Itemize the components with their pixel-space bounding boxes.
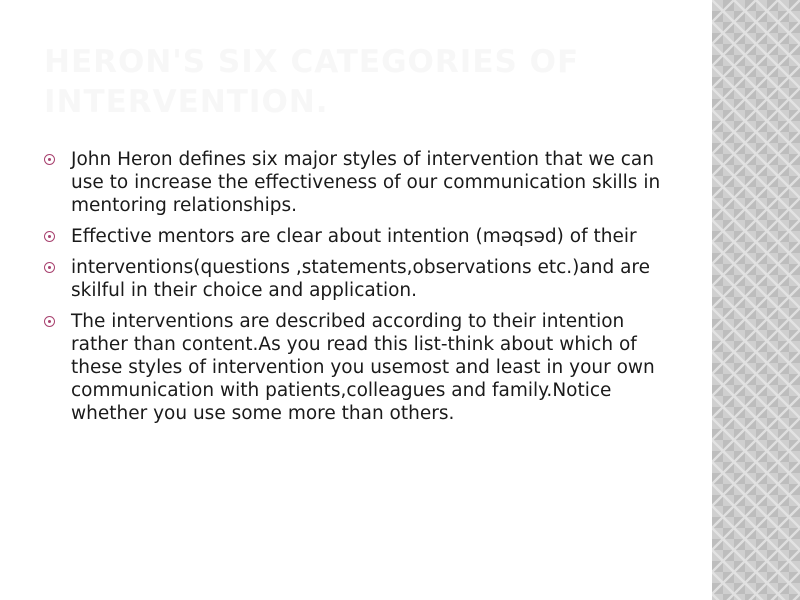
bullet-text: The interventions are described according to their intention rather than content.As you read this list-think about which of these styles of intervention you usemost and least in your own communication with patients,colleagues and family.Notice whether you use some more than others.	[71, 311, 655, 424]
bullet-text: interventions(questions ,statements,observations etc.)and are skilful in their choice and application.	[71, 257, 650, 301]
circle-bullet-icon	[44, 262, 55, 273]
bullet-item	[44, 256, 664, 302]
circle-bullet-icon	[44, 316, 55, 327]
bullet-item	[44, 148, 664, 217]
circle-bullet-icon	[44, 231, 55, 242]
decorative-side-band	[712, 0, 800, 600]
slide-title: HERON'S SIX CATEGORIES OF INTERVENTION.	[44, 44, 580, 120]
circle-bullet-icon	[44, 154, 55, 165]
bullet-text: John Heron defines six major styles of intervention that we can use to increase the effectiveness of our communication skills in mentoring relationships.	[71, 149, 661, 216]
bullet-item	[44, 225, 664, 248]
bullet-text: Effective mentors are clear about intention (məqsəd) of their	[71, 226, 637, 247]
bullet-list	[44, 148, 664, 433]
bullet-item	[44, 310, 664, 425]
